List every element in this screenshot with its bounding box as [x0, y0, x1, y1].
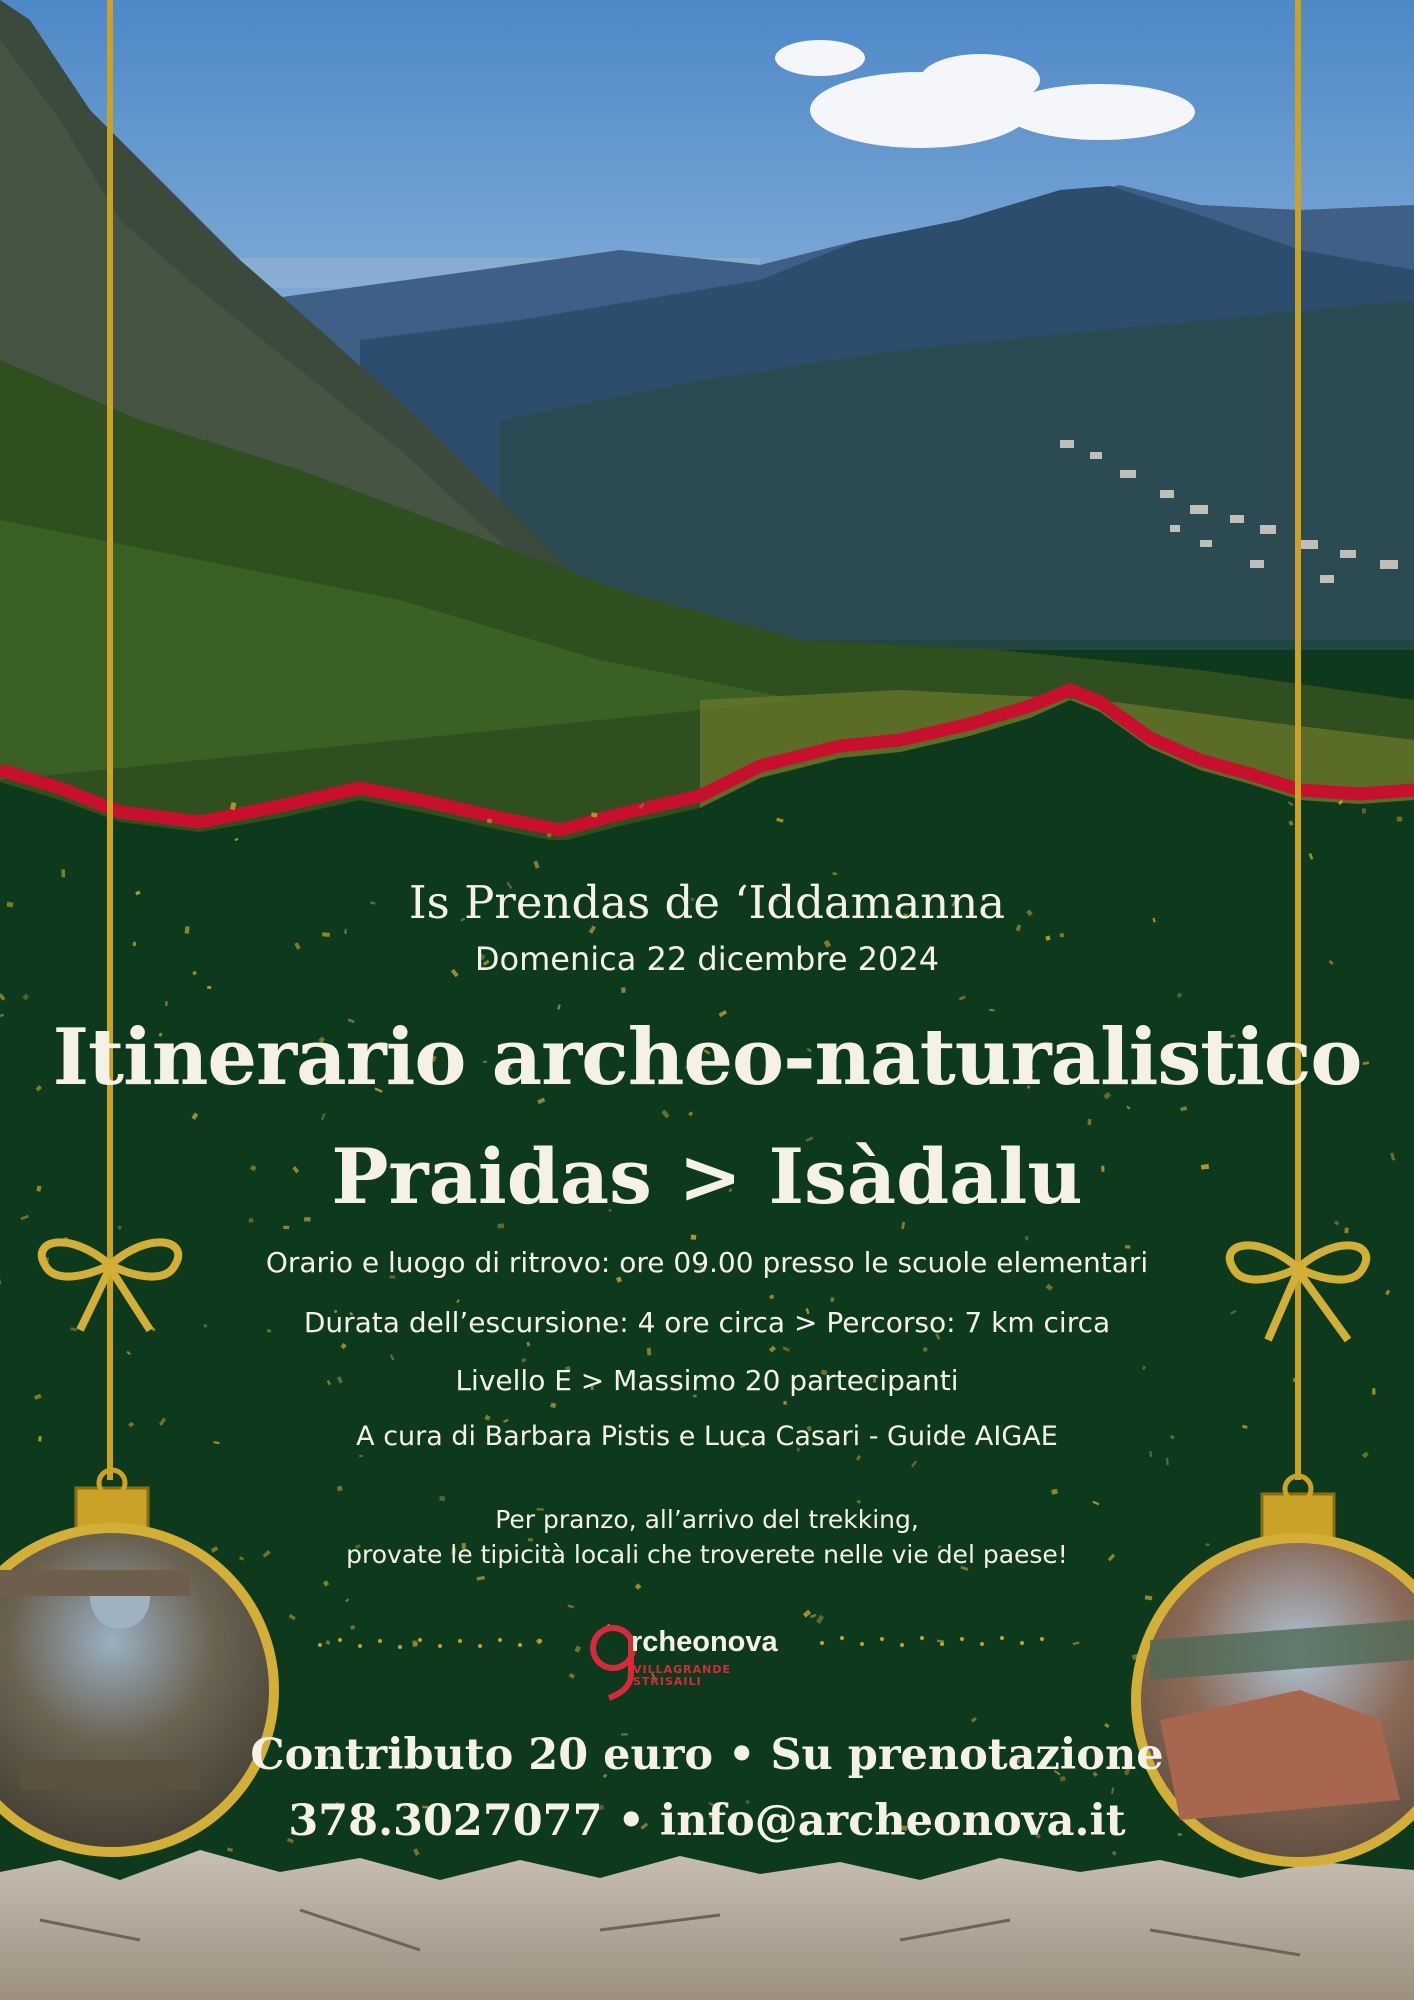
logo-subtitle-line2: STRISAILI — [633, 1675, 702, 1688]
level-info: Livello E > Massimo 20 partecipanti — [455, 1364, 959, 1397]
contact-info: 378.3027077 • info@archeonova.it — [288, 1796, 1126, 1846]
rocky-footer — [0, 1850, 1414, 2000]
event-title: Itinerario archeo-naturalistico — [52, 1012, 1362, 1103]
logo-wordmark: rcheonova — [631, 1626, 778, 1658]
lunch-note-line2: provate le tipicità locali che troverete nelle vie del paese! — [346, 1540, 1068, 1569]
archeonova-logo — [585, 1612, 785, 1704]
logo-subtitle-line1: VILLAGRANDE — [633, 1663, 732, 1676]
event-subtitle: Is Prendas de ‘Iddamanna — [408, 876, 1006, 929]
event-date: Domenica 22 dicembre 2024 — [474, 940, 940, 978]
guides-info: A cura di Barbara Pistis e Luca Casari - Guide AIGAE — [356, 1421, 1058, 1452]
lunch-note-line1: Per pranzo, all’arrivo del trekking, — [495, 1505, 919, 1534]
meeting-info: Orario e luogo di ritrovo: ore 09.00 presso le scuole elementari — [265, 1246, 1149, 1279]
contribution-info: Contributo 20 euro • Su prenotazione — [250, 1730, 1164, 1780]
route-heading: Praidas > Isàdalu — [331, 1132, 1083, 1221]
duration-info: Durata dell’escursione: 4 ore circa > Percorso: 7 km circa — [303, 1306, 1111, 1339]
